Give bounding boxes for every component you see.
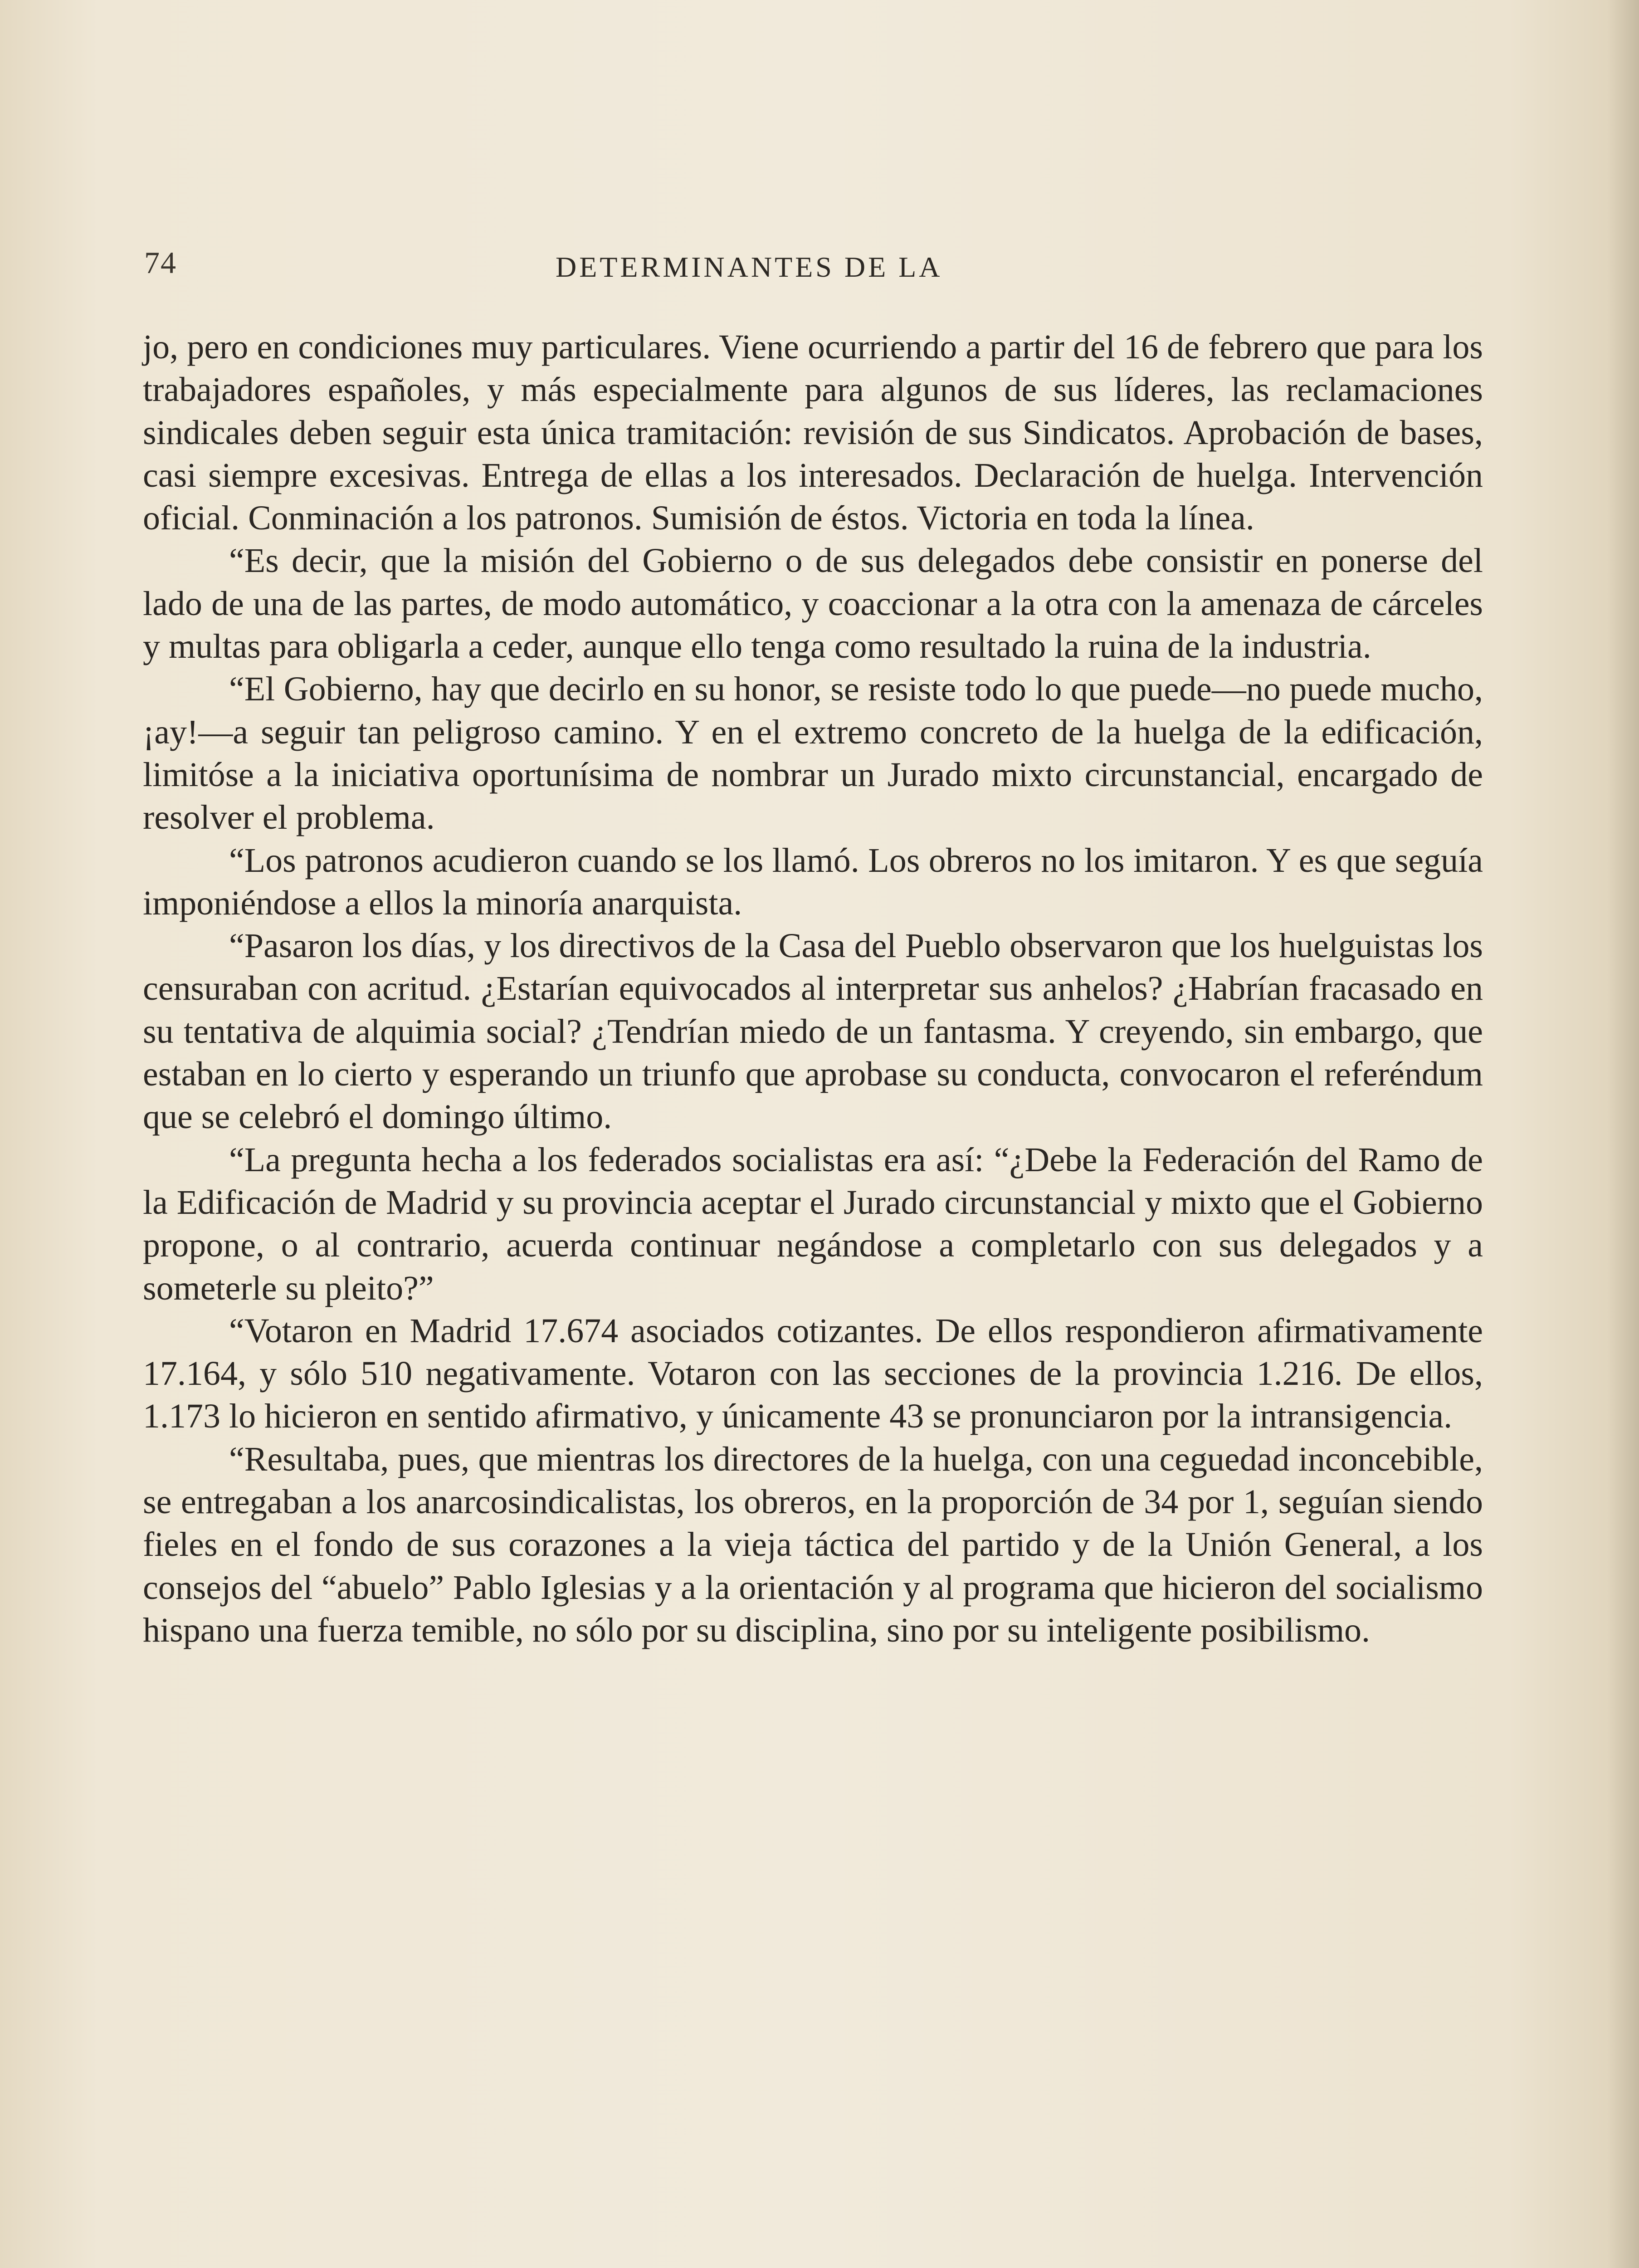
paragraph-2: “Es decir, que la misión del Gobierno o de sus delegados debe consistir en ponerse del lado de una de las partes, de modo automático, y coaccionar a la otra con la amenaza de cárceles y multas para obligarla a ceder, aunque ello tenga como resultado la ruina de la industria. xyxy=(143,542,1483,666)
paragraph-3: “El Gobierno, hay que decirlo en su honor, se resiste todo lo que puede—no puede mucho, ¡ay!—a seguir tan peligroso camino. Y en el extremo concreto de la huelga de la edificación, limitóse a la iniciativa oportunísima de nombrar un Jurado mixto circunstancial, encargado de resolver el problema. xyxy=(143,670,1483,837)
paragraph-5: “Pasaron los días, y los directivos de la Casa del Pueblo observaron que los huelguistas los censuraban con acritud. ¿Estarían equivocados al interpretar sus anhelos? ¿Habrían fracasado en su tentativa de alquimia social? ¿Tendrían miedo de un fantasma. Y creyendo, sin embargo, que estaban en lo cierto y esperando un triunfo que aprobase su conducta, convocaron el referéndum que se celebró el domingo último. xyxy=(143,927,1483,1136)
body-text xyxy=(143,326,1483,1652)
paragraph-4: “Los patronos acudieron cuando se los llamó. Los obreros no los imitaron. Y es que seguía imponiéndose a ellos la minoría anarquista. xyxy=(143,841,1483,922)
paragraph-6: “La pregunta hecha a los federados socialistas era así: “¿Debe la Federación del Ramo de la Edificación de Madrid y su provincia aceptar el Jurado circunstancial y mixto que el Gobierno propone, o al contrario, acuerda continuar negándose a completarlo con sus delegados y a someterle su pleito?” xyxy=(143,1140,1483,1307)
paragraph-8: “Resultaba, pues, que mientras los directores de la huelga, con una ceguedad inconcebible, se entregaban a los anarcosindicalistas, los obreros, en la proporción de 34 por 1, seguían siendo fieles en el fondo de sus corazones a la vieja táctica del partido y de la Unión General, a los consejos del “abuelo” Pablo Iglesias y a la orientación y al programa que hicieron del socialismo hispano una fuerza temible, no sólo por su disciplina, sino por su inteligente posibilismo. xyxy=(143,1440,1483,1649)
running-head: DETERMINANTES DE LA xyxy=(556,251,943,283)
page-edge-shadow xyxy=(1607,0,1639,2268)
paragraph-1: jo, pero en condiciones muy particulares. Viene ocurriendo a partir del 16 de febrero que para los trabajadores españoles, y más especialmente para algunos de sus líderes, las reclamaciones sindicales deben seguir esta única tramitación: revisión de sus Sindicatos. Aprobación de bases, casi siempre excesivas. Entrega de ellas a los interesados. Declaración de huelga. Intervención oficial. Conminación a los patronos. Sumisión de éstos. Victoria en toda la línea. xyxy=(143,328,1483,538)
page-number: 74 xyxy=(144,245,177,280)
paragraph-7: “Votaron en Madrid 17.674 asociados cotizantes. De ellos respondieron afirmativamente 17.164, y sólo 510 negativamente. Votaron con las secciones de la provincia 1.216. De ellos, 1.173 lo hicieron en sentido afirmativo, y únicamente 43 se pronunciaron por la intransigencia. xyxy=(143,1311,1483,1436)
